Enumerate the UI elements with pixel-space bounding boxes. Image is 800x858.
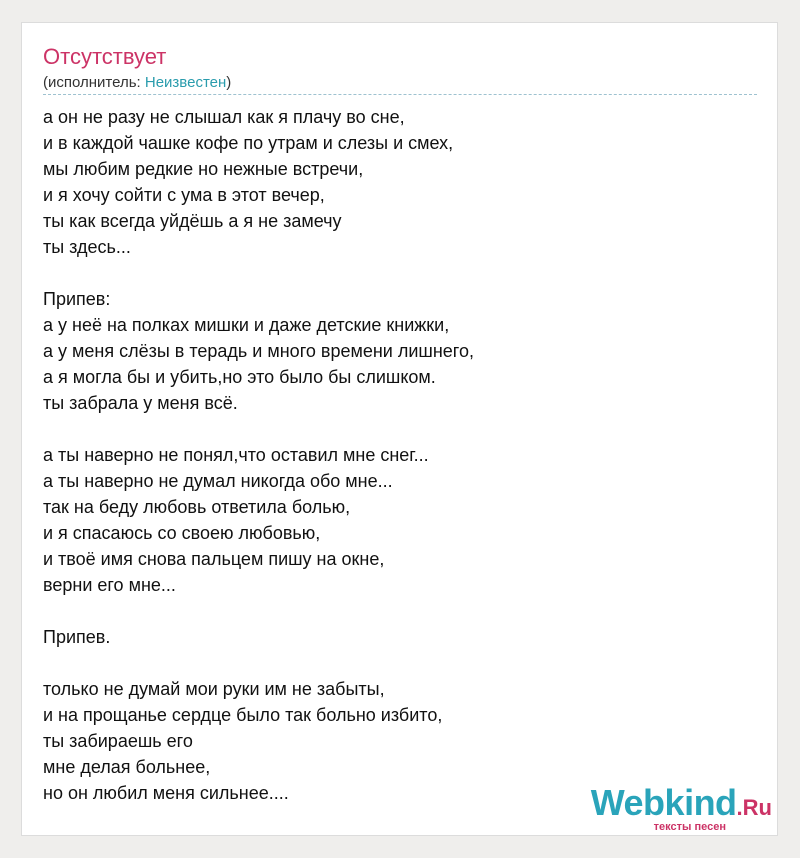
lyric-line: мы любим редкие но нежные встречи, <box>43 159 364 179</box>
lyric-line: а у меня слёзы в терадь и много времени лишнего, <box>43 341 474 361</box>
lyric-line: и в каждой чашке кофе по утрам и слезы и смех, <box>43 133 454 153</box>
lyric-line: а я могла бы и убить,но это было бы слишком. <box>43 367 436 387</box>
lyric-line: и я хочу сойти с ума в этот вечер, <box>43 185 325 205</box>
logo-tagline: тексты песен <box>653 821 726 833</box>
lyric-line: а у неё на полках мишки и даже детские книжки, <box>43 315 450 335</box>
logo-tld: .Ru <box>736 795 772 820</box>
logo-main-text: Webkind <box>590 782 737 823</box>
dashed-divider <box>43 94 757 95</box>
lyric-line: но он любил меня сильнее.... <box>43 783 289 803</box>
chorus-heading: Припев: <box>43 289 111 309</box>
webkind-logo[interactable] <box>591 784 772 833</box>
stanza-gap <box>43 260 757 286</box>
stanza-gap <box>43 416 757 442</box>
lyric-line: ты забираешь его <box>43 731 193 751</box>
lyric-line: и я спасаюсь со своею любовью, <box>43 523 321 543</box>
lyric-line: только не думай мои руки им не забыты, <box>43 679 385 699</box>
lyric-line: и на прощанье сердце было так больно избито, <box>43 705 443 725</box>
lyric-line: так на беду любовь ответила болью, <box>43 497 351 517</box>
artist-link[interactable]: Неизвестен <box>144 74 227 91</box>
chorus-reference: Припев. <box>43 627 111 647</box>
stanza-gap <box>43 598 757 624</box>
lyric-line: и твоё имя снова пальцем пишу на окне, <box>43 549 385 569</box>
lyric-line: а ты наверно не думал никогда обо мне... <box>43 471 393 491</box>
lyrics-body <box>43 104 757 806</box>
lyric-line: а ты наверно не понял,что оставил мне снег... <box>43 445 429 465</box>
artist-line <box>43 73 231 93</box>
song-title: Отсутствует <box>43 44 167 69</box>
stanza-gap <box>43 650 757 676</box>
lyric-line: мне делая больнее, <box>43 757 211 777</box>
artist-prefix: (исполнитель: <box>43 74 145 91</box>
lyric-line: ты как всегда уйдёшь а я не замечу <box>43 211 342 231</box>
lyric-line: ты здесь... <box>43 237 131 257</box>
lyric-line: а он не разу не слышал как я плачу во сне, <box>43 107 405 127</box>
lyrics-card <box>21 22 778 836</box>
lyric-line: верни его мне... <box>43 575 176 595</box>
lyric-line: ты забрала у меня всё. <box>43 393 238 413</box>
artist-suffix: ) <box>226 74 232 91</box>
